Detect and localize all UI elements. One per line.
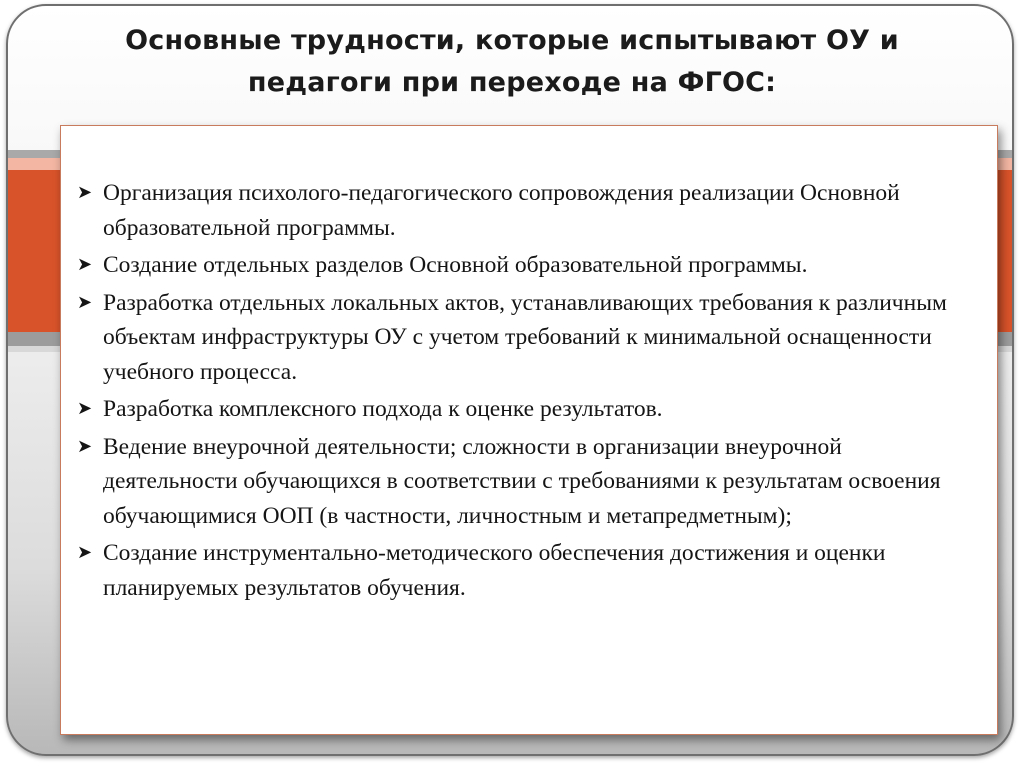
- arrowhead-bullet-icon: ➤: [77, 435, 93, 457]
- list-item-text: Создание отдельных разделов Основной образовательной программы.: [103, 252, 808, 278]
- list-item: [75, 286, 975, 390]
- list-item-text: Разработка отдельных локальных актов, устанавливающих требования к различным объектам инфраструктуры ОУ с учетом требований к минимальной оснащенности учебного процесса.: [103, 289, 947, 385]
- arrowhead-bullet-icon: ➤: [77, 254, 93, 275]
- arrowhead-bullet-icon: ➤: [77, 542, 93, 563]
- slide-title-line2: педагоги при переходе на ФГОС:: [247, 67, 777, 98]
- list-item-text: Создание инструментально-методического обеспечения достижения и оценки планируемых результатов обучения.: [103, 540, 886, 601]
- arrowhead-bullet-icon: ➤: [77, 291, 93, 313]
- slide-title-line1: Основные трудности, которые испытывают ОУ и: [125, 25, 899, 56]
- difficulties-list: [75, 176, 975, 608]
- arrowhead-bullet-icon: ➤: [77, 398, 93, 419]
- list-item: [75, 248, 975, 283]
- list-item: [75, 392, 975, 427]
- list-item: [75, 176, 975, 245]
- list-item: [75, 536, 975, 605]
- list-item-text: Ведение внеурочной деятельности; сложности в организации внеурочной деятельности обучающихся в соответствии с требованиями к результатам освоения обучающимися ООП (в частности, личностным и метапредметным);: [103, 433, 941, 529]
- arrowhead-bullet-icon: ➤: [77, 182, 93, 203]
- list-item-text: Организация психолого-педагогического сопровождения реализации Основной образовательной программы.: [103, 180, 900, 241]
- list-item: [75, 430, 975, 534]
- slide-title: [60, 20, 964, 104]
- content-card: [60, 125, 998, 735]
- list-item-text: Разработка комплексного подхода к оценке результатов.: [103, 396, 663, 422]
